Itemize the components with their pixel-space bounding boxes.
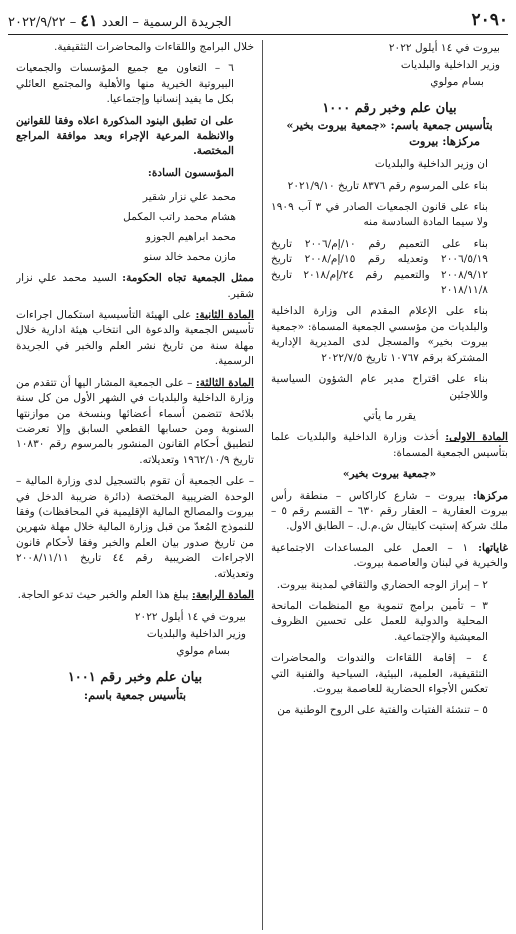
signature-name: بسام مولوي (430, 76, 484, 88)
left-column (16, 40, 262, 930)
paragraph: ان وزير الداخلية والبلديات (374, 158, 488, 171)
goals-label: غاياتها: (478, 541, 508, 554)
issue-number: ٤١ (80, 10, 98, 30)
page-header (8, 6, 508, 35)
announcement-subtitle: بتأسيس جمعية باسم: (83, 687, 187, 702)
founder-name: هشام محمد راتب المكمل (123, 211, 236, 224)
announcement-hq: مركزها: بيروت (409, 133, 480, 148)
application-clause: على ان تطبق البنود المذكورة اعلاه وفقا للقوانين والانظمة المرعية الإجراء وبعد موافقة المراجع المختصة. (16, 114, 234, 158)
article-text: – على الجمعية المشار اليها أن تتقدم من وزارة الداخلية والبلديات في الشهر الأول من كل سنة بلائحة تتضمن أسماء أعضائها وبنسخة من موازنتها السنوية ومن حسابها القطعي السابق وإلا تعرضت لتطبيق أحكام القانون المنشور بالمرسوم رقم ١٠٨٣٠ تاريخ ١٩٦٢/١٠/٩ وتعديلاته. (16, 376, 254, 466)
issue-date: – ٢٠٢٢/٩/٢٢ (8, 14, 77, 30)
article-text: على الهيئة التأسيسية استكمال اجراءات تأسيس الجمعية والدعوة الى انتخاب هيئة ادارية خلال مهلة سنة من تاريخ نشر العلم والخبر في الجريدة الرسمية. (16, 309, 254, 368)
article-text: أخذت وزارة الداخلية والبلديات علما بتأسيس الجمعية المسماة: (271, 431, 508, 459)
article-label: المادة الرابعة: (191, 588, 254, 601)
article-label: المادة الثانية: (195, 309, 255, 322)
goal-text: ١ – العمل على المساعدات الاجتماعية والخيرية في لبنان والعاصمة بيروت. (271, 541, 508, 570)
right-column (262, 40, 508, 930)
goal-1 (271, 541, 508, 572)
paragraph: بناء على قانون الجمعيات الصادر في ٣ آب ١٩٠٩ ولا سيما المادة السادسة منه (271, 201, 488, 229)
founder-name: محمد علي نزار شقير (142, 191, 236, 204)
signature-minister: وزير الداخلية والبلديات (400, 59, 500, 71)
paragraph: بناء على الإعلام المقدم الى وزارة الداخلية والبلديات من مؤسسي الجمعية المسماة: «جمعية بيروت بخير» والمسجل لدى المديرية الإدارية المشتركة برقم ١٠٧٦٧ تاريخ ٢٠٢٢/٧/٥ (271, 305, 488, 364)
article-label: المادة الاولى: (445, 431, 508, 444)
signature-name: بسام مولوي (176, 645, 230, 658)
paragraph: بناء على اقتراح مدير عام الشؤون السياسية واللاجئين (271, 373, 488, 401)
goal-6: ٦ – التعاون مع جميع المؤسسات والجمعيات البيروتية الخيرية منها والأهلية والمجتمع العائلي بكل ما يفيد إنسانيا وإجتماعيا. (16, 62, 234, 106)
founder-name: محمد ابراهيم الجوزو (145, 231, 236, 244)
representative-name: السيد محمد علي نزار شقير. (16, 272, 254, 300)
goal-3: ٣ – تأمين برامج تنموية مع المنظمات المانحة المحلية والدولية للعمل على تحسين الظروف المعيشية والإجتماعية. (271, 599, 488, 643)
article-four (16, 588, 254, 603)
goal-4: ٤ – إقامة اللقاءات والندوات والمحاضرات التثقيفية، العلمية، البيئية، السياحية والفنية التي تعكس الأجواء الحضارية للعاصمة بيروت. (271, 652, 488, 695)
article-text: يبلغ هذا العلم والخبر حيث تدعو الحاجة. (17, 588, 189, 601)
gazette-title (8, 11, 232, 30)
paragraph: بناء على التعميم رقم ١٠/إم/٢٠٠٦ تاريخ ٢٠٠٦/٥/١٩ وتعديله رقم ١٥/إم/٢٠٠٨ تاريخ ٢٠٠٨/٩/١٢ والتعميم رقم ٢٤/إم/٢٠١٨ تاريخ ٢٠١٨/١١/٨ (271, 237, 488, 297)
article-label: المادة الثالثة: (195, 376, 255, 389)
announcement-title: بيان علم وخبر رقم ١٠٠١ (67, 670, 203, 686)
association-name: «جمعية بيروت بخير» (342, 468, 437, 481)
founders-list (16, 187, 254, 267)
article-two (16, 308, 254, 370)
founder-name: مازن محمد خالد سنو (143, 251, 236, 264)
hq-label: مركزها: (472, 489, 508, 502)
article-three (16, 376, 254, 468)
paragraph: بناء على المرسوم رقم ٨٣٧٦ تاريخ ٢٠٢١/٩/١٠ (287, 179, 488, 192)
announcement-subtitle: بتأسيس جمعية باسم: «جمعية بيروت بخير» (286, 118, 493, 133)
signature-date: بيروت في ١٤ أيلول ٢٠٢٢ (134, 611, 246, 624)
representative-label: ممثل الجمعية تجاه الحكومة: (122, 272, 254, 285)
association-hq (271, 489, 508, 535)
decision-heading: يقرر ما يأتي (363, 409, 416, 422)
goal-2: ٢ – إبراز الوجه الحضاري والثقافي لمدينة بيروت. (276, 578, 488, 591)
goal-5: ٥ – تنشئة الفتيات والفتية على الروح الوطنية من (277, 704, 488, 717)
gazette-name: الجريدة الرسمية – العدد (101, 14, 232, 30)
page-number: ٢٠٩٠ (471, 10, 508, 30)
announcement-title: بيان علم وخبر رقم ١٠٠٠ (322, 101, 457, 116)
signature-date: بيروت في ١٤ أيلول ٢٠٢٢ (388, 42, 500, 54)
representative (16, 271, 254, 302)
article-three-b: – على الجمعية أن تقوم بالتسجيل لدى وزارة المالية – الوحدة الضريبية المختصة (دائرة ضريبة الدخل في بيروت والمصالح المالية الإقليمية في المحافظات) وفقا للنموذج المُعدّ من قبل وزارة المالية خلال مهلة شهرين من تاريخ صدور بيان العلم والخبر وفقا لأحكام قانون الاجراءات الضريبية رقم ٤٤ تاريخ ٢٠٠٨/١١/١١ وتعديلاته. (16, 475, 254, 580)
signature-minister: وزير الداخلية والبلديات (146, 628, 246, 641)
article-one (271, 430, 508, 461)
hq-text: بيروت – شارع كاراكاس – منطقة رأس بيروت العقارية – العقار رقم ٦٣٠ – القسم رقم ٥ – ملك شركة إستيت كابيتال ش.م.ل. – الطابق الاول. (271, 489, 508, 533)
founders-label: المؤسسون السادة: (147, 166, 234, 179)
columns (8, 40, 508, 930)
paragraph: خلال البرامج واللقاءات والمحاضرات التثقيفية. (54, 41, 254, 53)
